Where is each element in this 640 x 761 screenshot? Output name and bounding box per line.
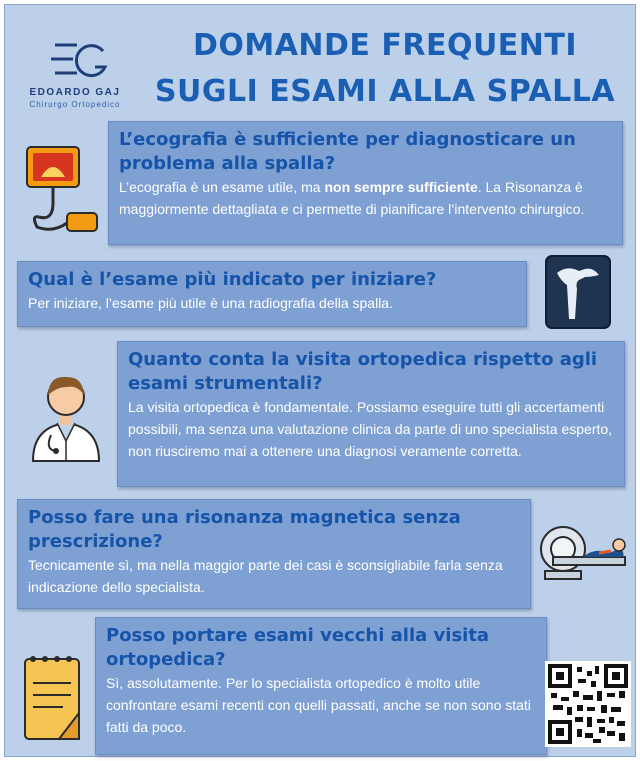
page-title-line1: DOMANDE FREQUENTI xyxy=(192,28,578,63)
faq-question-4: Posso fare una risonanza magnetica senza prescrizione? xyxy=(28,507,461,552)
faq-answer-3: La visita ortopedica è fondamentale. Possiamo eseguire tutti gli accertamenti possibili, ma senza una valutazione clinica da parte di uno specialista esperto, non riusciremo mai a ottenere una diagnosi veramente corretta. xyxy=(128,399,613,459)
faq-card-2 xyxy=(17,261,527,327)
brand-subtitle: Chirurgo Ortopedico xyxy=(29,100,121,109)
faq-question-3: Quanto conta la visita ortopedica rispetto agli esami strumentali? xyxy=(128,349,598,394)
notepad-icon xyxy=(19,653,85,743)
faq-answer-4: Tecnicamente sì, ma nella maggior parte dei casi è sconsigliabile farla senza indicazione dello specialista. xyxy=(28,557,503,595)
infographic-page xyxy=(4,4,636,757)
qr-code-icon[interactable] xyxy=(545,661,631,747)
faq-card-1 xyxy=(108,121,623,245)
faq-question-2: Qual è l’esame più indicato per iniziare? xyxy=(28,269,437,290)
faq-card-3 xyxy=(117,341,625,487)
brand-name: EDOARDO GAJ xyxy=(29,87,121,98)
mri-scanner-icon xyxy=(539,517,631,591)
page-title-line2: SUGLI ESAMI ALLA SPALLA xyxy=(154,74,616,109)
faq-answer-5: Sì, assolutamente. Per lo specialista ortopedico è molto utile confrontare esami recenti con quelli passati, anche se non sono stati fatti da poco. xyxy=(106,675,531,735)
faq-answer-1-text-end: . La Risonanza è maggiormente dettagliata e ci permette di pianificare l’intervento chirurgico. xyxy=(119,179,585,217)
faq-question-1: L’ecografia è sufficiente per diagnosticare un problema alla spalla? xyxy=(119,129,576,174)
ultrasound-icon xyxy=(23,143,103,239)
faq-card-4 xyxy=(17,499,531,609)
faq-answer-1-text: L’ecografia è un esame utile, ma xyxy=(119,179,325,195)
doctor-icon xyxy=(23,365,109,465)
shoulder-xray-icon xyxy=(545,255,611,329)
faq-answer-1 xyxy=(119,176,612,220)
faq-answer-1-bold: non sempre sufficiente xyxy=(324,179,478,195)
faq-answer-2: Per iniziare, l’esame più utile è una radiografia della spalla. xyxy=(28,295,393,311)
faq-question-5: Posso portare esami vecchi alla visita ortopedica? xyxy=(106,625,490,670)
faq-card-5 xyxy=(95,617,547,755)
